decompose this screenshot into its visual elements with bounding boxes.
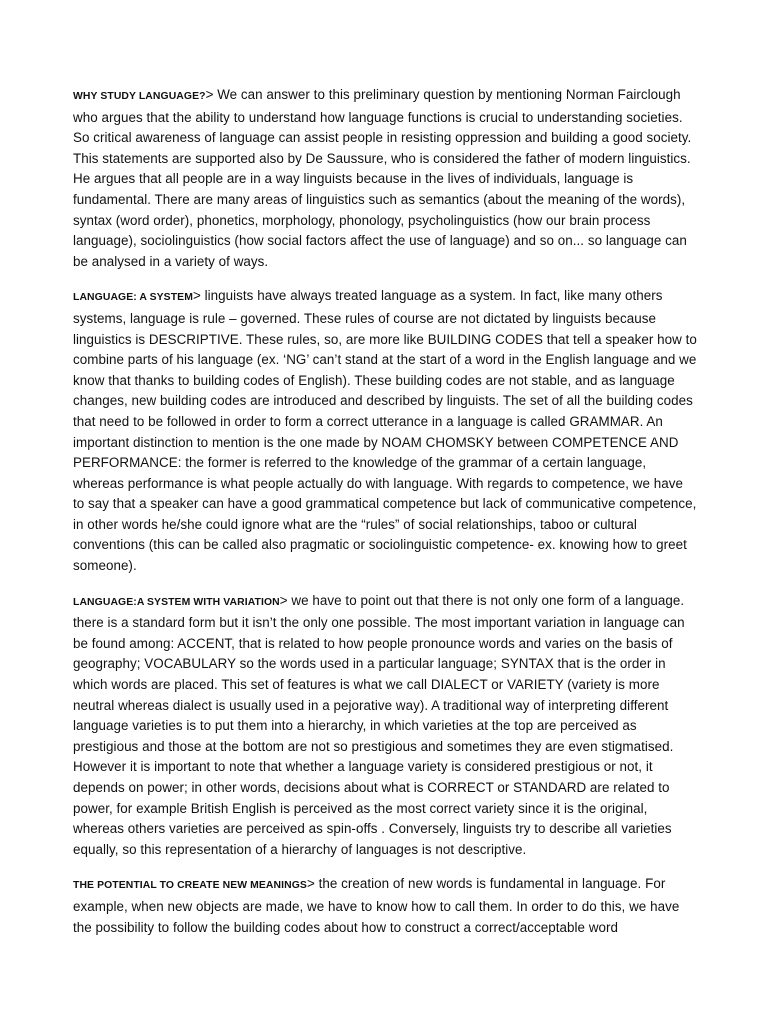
- paragraph-heading: WHY STUDY LANGUAGE?: [73, 91, 206, 102]
- paragraph-body: the creation of new words is fundamental in language. For example, when new objects are made, we have to know how to call them. In order to do this, we have the possibility to follow the building codes about how to construct a correct/acceptable word: [73, 876, 680, 935]
- heading-separator: >: [192, 288, 201, 304]
- paragraph-system-with-variation: [73, 591, 698, 861]
- paragraph-language-a-system: [73, 286, 698, 576]
- heading-separator: >: [205, 87, 214, 102]
- paragraph-why-study-language: [73, 85, 698, 272]
- heading-separator: >: [306, 876, 315, 892]
- heading-separator: >: [279, 592, 288, 608]
- paragraph-body: We can answer to this preliminary question by mentioning Norman Fairclough who argues that the ability to understand how language functions is crucial to understanding societies. So critical awareness of language can assist people in resisting oppression and building a good society. This statements are supported also by De Saussure, who is considered the father of modern linguistics. He argues that all people are in a way linguists because in the lives of individuals, language is fundamental. There are many areas of linguistics such as semantics (about the meaning of the words), syntax (word order), phonetics, morphology, phonology, psycholinguistics (how our brain process language), sociolinguistics (how social factors affect the use of language) and so on... so language can be analysed in a variety of ways.: [73, 87, 692, 269]
- paragraph-heading: LANGUAGE:A SYSTEM WITH VARIATION: [73, 596, 280, 608]
- paragraph-body: linguists have always treated language as a system. In fact, like many others systems, language is rule – governed. These rules of course are not dictated by linguists because linguistics is DESCRIPTIVE. These rules, so, are more like BUILDING CODES that tell a speaker how to combine parts of his language (ex. ‘NG’ can’t stand at the start of a word in the English language and we know that thanks to building codes of English). These building codes are not stable, and as language changes, new building codes are introduced and described by linguists. The set of all the building codes that need to be followed in order to form a correct utterance in a language is called GRAMMAR. An important distinction to mention is the one made by NOAM CHOMSKY between COMPETENCE AND PERFORMANCE: the former is referred to the knowledge of the grammar of a certain language, whereas performance is what people actually do with language. With regards to competence, we have to say that a speaker can have a good grammatical competence but lack of communicative competence, in other words he/she could ignore what are the “rules” of social relationships, taboo or cultural conventions (this can be called also pragmatic or sociolinguistic competence- ex. knowing how to greet someone).: [73, 288, 697, 574]
- paragraph-heading: LANGUAGE: A SYSTEM: [73, 292, 193, 304]
- paragraph-new-meanings: [73, 874, 698, 938]
- document-page: [73, 85, 698, 952]
- paragraph-body: we have to point out that there is not only one form of a language. there is a standard form but it isn’t the only one possible. The most important variation in language can be found among: ACCENT, that is related to how people pronounce words and varies on the basis of geography; VOCABULARY so the words used in a particular language; SYNTAX that is the order in which words are placed. This set of features is what we call DIALECT or VARIETY (variety is more neutral whereas dialect is usually used in a pejorative way). A traditional way of interpreting different language varieties is to put them into a hierarchy, in which varieties at the top are perceived as prestigious and those at the bottom are not so prestigious and sometimes they are even stigmatised. However it is important to note that whether a language variety is considered prestigious or not, it depends on power; in other words, decisions about what is CORRECT or STANDARD are related to power, for example British English is perceived as the most correct variety since it is the original, whereas others varieties are perceived as spin-offs . Conversely, linguists try to describe all varieties equally, so this representation of a hierarchy of languages is not descriptive.: [73, 592, 685, 857]
- paragraph-heading: THE POTENTIAL TO CREATE NEW MEANINGS: [73, 880, 307, 892]
